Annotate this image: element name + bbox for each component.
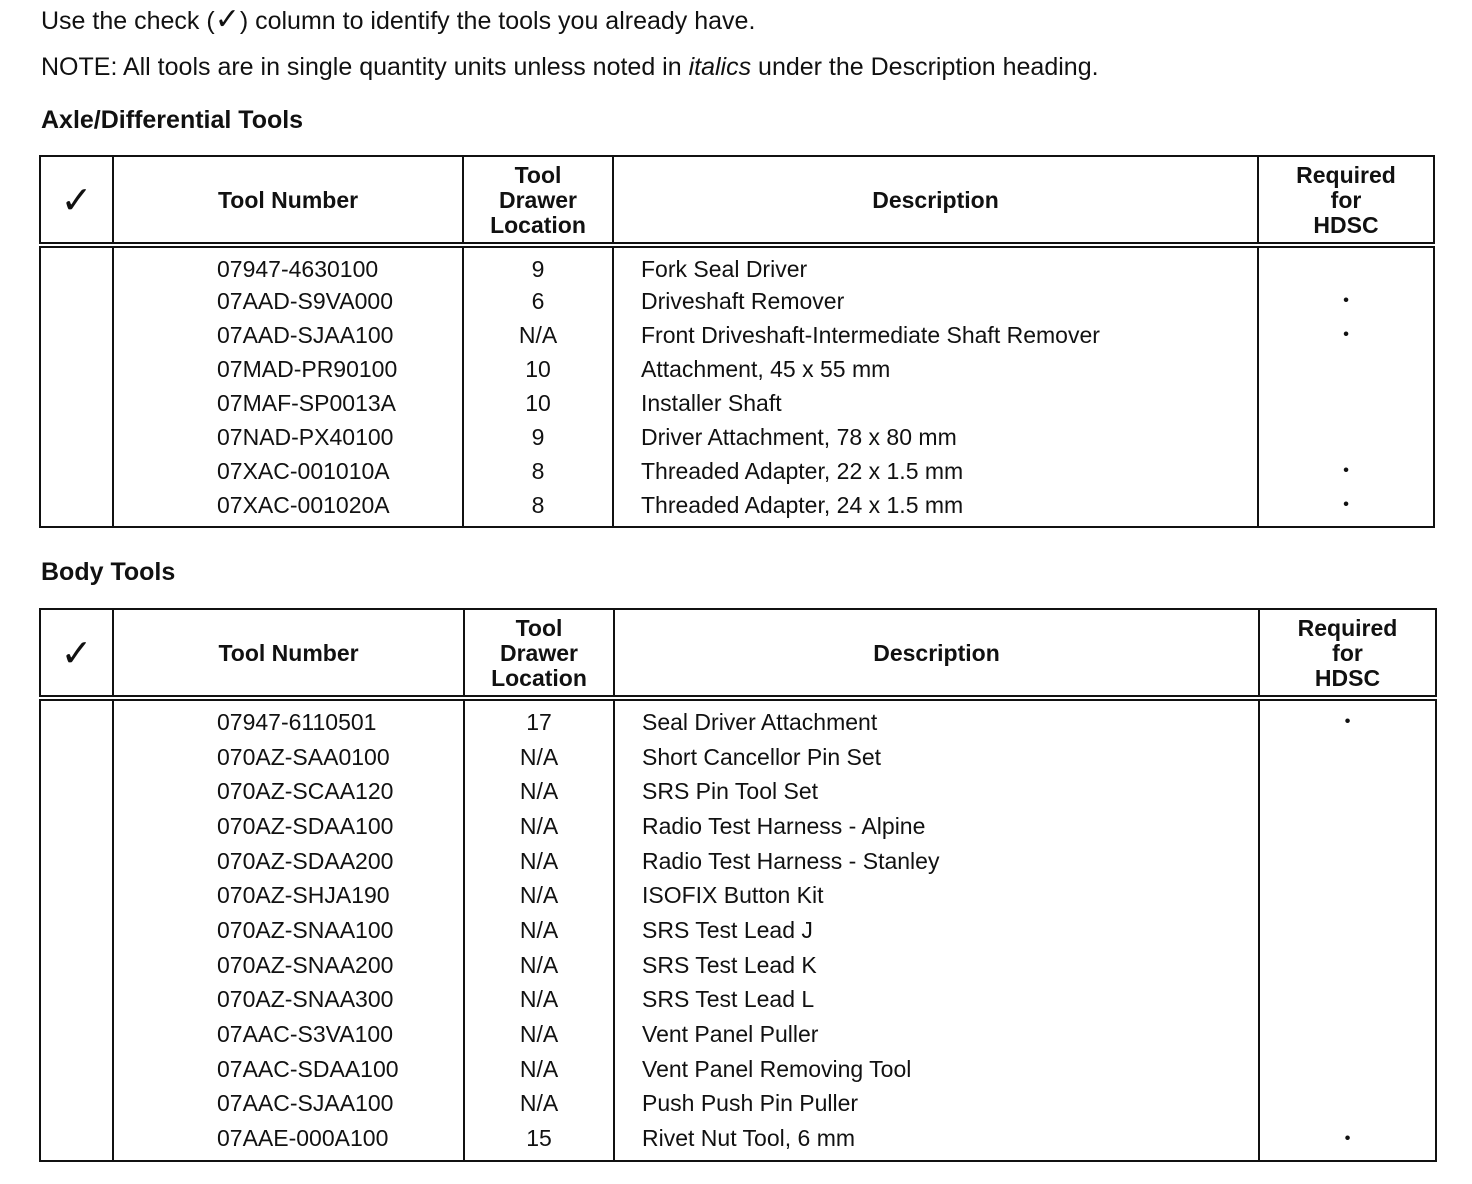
table-row — [40, 1052, 1436, 1087]
required-header-line3: HDSC — [1314, 665, 1381, 691]
table-row — [40, 420, 1434, 454]
location-cell: N/A — [464, 948, 614, 983]
check-cell[interactable] — [40, 774, 113, 809]
tool-number-cell: 070AZ-SDAA200 — [113, 844, 464, 879]
description-cell: SRS Pin Tool Set — [614, 774, 1259, 809]
check-cell[interactable] — [40, 809, 113, 844]
location-cell: 9 — [463, 420, 613, 454]
location-cell: N/A — [464, 809, 614, 844]
description-cell: Vent Panel Removing Tool — [614, 1052, 1259, 1087]
tool-number-cell: 070AZ-SCAA120 — [113, 774, 464, 809]
location-header-line1: Tool — [515, 615, 563, 641]
check-cell[interactable] — [40, 1087, 113, 1122]
location-cell: 6 — [463, 284, 613, 318]
required-header-line1: Required — [1296, 162, 1396, 188]
description-cell: Radio Test Harness - Alpine — [614, 809, 1259, 844]
description-cell: Push Push Pin Puller — [614, 1087, 1259, 1122]
table-row — [40, 454, 1434, 488]
tool-number-cell: 07XAC-001020A — [113, 488, 463, 527]
required-cell — [1258, 245, 1434, 284]
check-cell[interactable] — [40, 352, 113, 386]
description-cell: Vent Panel Puller — [614, 1017, 1259, 1052]
check-cell[interactable] — [40, 878, 113, 913]
location-cell: N/A — [464, 913, 614, 948]
check-mark-icon: ✓ — [214, 2, 240, 37]
location-cell: N/A — [464, 878, 614, 913]
table-row — [40, 878, 1436, 913]
check-cell[interactable] — [40, 318, 113, 352]
table-row — [40, 1087, 1436, 1122]
intro-check-before: Use the check ( — [41, 7, 215, 35]
table-row — [40, 698, 1436, 740]
required-cell: • — [1258, 284, 1434, 318]
tool-number-cell: 07AAD-S9VA000 — [113, 284, 463, 318]
check-cell[interactable] — [40, 488, 113, 527]
location-header — [464, 609, 614, 698]
tool-number-header: Tool Number — [113, 156, 463, 245]
body-tools-table — [39, 608, 1437, 1162]
table-row — [40, 948, 1436, 983]
table-row — [40, 983, 1436, 1018]
table-row — [40, 913, 1436, 948]
table-row — [40, 245, 1434, 284]
intro-note-before: NOTE: All tools are in single quantity units unless noted in — [41, 53, 689, 81]
tool-number-cell: 07AAD-SJAA100 — [113, 318, 463, 352]
required-header-line2: for — [1332, 640, 1363, 666]
check-cell[interactable] — [40, 420, 113, 454]
required-cell — [1258, 420, 1434, 454]
description-cell: Rivet Nut Tool, 6 mm — [614, 1121, 1259, 1161]
table-row — [40, 740, 1436, 775]
location-cell: 17 — [464, 698, 614, 740]
table-header-row — [40, 156, 1434, 245]
required-cell — [1259, 878, 1436, 913]
check-cell[interactable] — [40, 386, 113, 420]
check-cell[interactable] — [40, 948, 113, 983]
description-header: Description — [613, 156, 1258, 245]
description-header: Description — [614, 609, 1259, 698]
check-cell[interactable] — [40, 454, 113, 488]
location-cell: N/A — [464, 1087, 614, 1122]
tool-number-cell: 070AZ-SHJA190 — [113, 878, 464, 913]
table-row — [40, 352, 1434, 386]
description-cell: SRS Test Lead K — [614, 948, 1259, 983]
intro-note-italic: italics — [688, 53, 752, 81]
intro-note-line — [41, 52, 1099, 82]
description-cell: SRS Test Lead L — [614, 983, 1259, 1018]
required-cell — [1259, 1087, 1436, 1122]
description-cell: Attachment, 45 x 55 mm — [613, 352, 1258, 386]
required-header-line2: for — [1330, 187, 1362, 213]
table-row — [40, 809, 1436, 844]
tool-number-cell: 07XAC-001010A — [113, 454, 463, 488]
required-cell: • — [1259, 1121, 1436, 1161]
description-cell: Short Cancellor Pin Set — [614, 740, 1259, 775]
location-cell: N/A — [464, 1052, 614, 1087]
tool-number-cell: 070AZ-SNAA200 — [113, 948, 464, 983]
description-cell: ISOFIX Button Kit — [614, 878, 1259, 913]
location-header-line2: Drawer — [500, 640, 578, 666]
required-header-line3: HDSC — [1313, 212, 1379, 238]
tool-number-cell: 07AAC-SDAA100 — [113, 1052, 464, 1087]
tool-number-cell: 070AZ-SNAA100 — [113, 913, 464, 948]
description-cell: Seal Driver Attachment — [614, 698, 1259, 740]
required-cell — [1259, 740, 1436, 775]
required-cell: • — [1258, 318, 1434, 352]
table-row — [40, 1121, 1436, 1161]
required-cell — [1259, 913, 1436, 948]
axle-differential-tools-table — [39, 155, 1435, 528]
section-heading-axle: Axle/Differential Tools — [41, 106, 304, 134]
required-cell — [1258, 386, 1434, 420]
description-cell: Front Driveshaft-Intermediate Shaft Remover — [613, 318, 1258, 352]
required-cell — [1259, 948, 1436, 983]
check-mark-icon: ✓ — [60, 178, 93, 222]
required-header-line1: Required — [1297, 615, 1398, 641]
required-cell — [1259, 774, 1436, 809]
check-cell[interactable] — [40, 844, 113, 879]
location-header-line1: Tool — [514, 162, 562, 188]
check-cell[interactable] — [40, 245, 113, 284]
check-cell[interactable] — [40, 698, 113, 740]
tool-number-cell: 07MAD-PR90100 — [113, 352, 463, 386]
required-cell: • — [1259, 698, 1436, 740]
section-heading-body: Body Tools — [41, 558, 176, 586]
required-cell: • — [1258, 454, 1434, 488]
description-cell: Installer Shaft — [613, 386, 1258, 420]
required-cell — [1259, 983, 1436, 1018]
intro-check-after: ) column to identify the tools you already have. — [239, 7, 756, 35]
description-cell: Driver Attachment, 78 x 80 mm — [613, 420, 1258, 454]
location-cell: N/A — [464, 774, 614, 809]
required-header — [1259, 609, 1436, 698]
table-row — [40, 1017, 1436, 1052]
table-row — [40, 844, 1436, 879]
check-cell[interactable] — [40, 1121, 113, 1161]
table-header-row — [40, 609, 1436, 698]
table-row — [40, 284, 1434, 318]
table-row — [40, 318, 1434, 352]
tool-number-cell: 070AZ-SAA0100 — [113, 740, 464, 775]
table-row — [40, 488, 1434, 527]
intro-check-line — [41, 2, 756, 37]
required-cell — [1259, 1052, 1436, 1087]
required-header — [1258, 156, 1434, 245]
check-mark-icon: ✓ — [60, 631, 93, 675]
table-row — [40, 774, 1436, 809]
description-cell: Fork Seal Driver — [613, 245, 1258, 284]
description-cell: Threaded Adapter, 22 x 1.5 mm — [613, 454, 1258, 488]
tool-number-cell: 07NAD-PX40100 — [113, 420, 463, 454]
required-cell — [1259, 1017, 1436, 1052]
location-cell: 10 — [463, 352, 613, 386]
tool-number-cell: 07AAC-S3VA100 — [113, 1017, 464, 1052]
location-header-line3: Location — [490, 212, 586, 238]
location-cell: 15 — [464, 1121, 614, 1161]
location-header-line3: Location — [491, 665, 587, 691]
location-cell: 10 — [463, 386, 613, 420]
tool-number-cell: 07AAC-SJAA100 — [113, 1087, 464, 1122]
location-cell: N/A — [464, 983, 614, 1018]
tool-number-cell: 070AZ-SDAA100 — [113, 809, 464, 844]
check-column-header — [40, 609, 113, 698]
description-cell: Threaded Adapter, 24 x 1.5 mm — [613, 488, 1258, 527]
location-cell: N/A — [464, 740, 614, 775]
required-cell — [1258, 352, 1434, 386]
intro-note-after: under the Description heading. — [751, 53, 1099, 81]
location-cell: 9 — [463, 245, 613, 284]
check-cell[interactable] — [40, 740, 113, 775]
check-cell[interactable] — [40, 1017, 113, 1052]
required-cell — [1259, 809, 1436, 844]
description-cell: SRS Test Lead J — [614, 913, 1259, 948]
check-cell[interactable] — [40, 913, 113, 948]
tool-number-cell: 07AAE-000A100 — [113, 1121, 464, 1161]
tool-number-cell: 070AZ-SNAA300 — [113, 983, 464, 1018]
location-cell: 8 — [463, 454, 613, 488]
location-cell: N/A — [464, 1017, 614, 1052]
tool-number-cell: 07MAF-SP0013A — [113, 386, 463, 420]
check-cell[interactable] — [40, 284, 113, 318]
check-cell[interactable] — [40, 983, 113, 1018]
location-cell: N/A — [463, 318, 613, 352]
tool-number-cell: 07947-6110501 — [113, 698, 464, 740]
location-header-line2: Drawer — [499, 187, 577, 213]
check-column-header — [40, 156, 113, 245]
tool-number-cell: 07947-4630100 — [113, 245, 463, 284]
location-cell: 8 — [463, 488, 613, 527]
location-cell: N/A — [464, 844, 614, 879]
table-row — [40, 386, 1434, 420]
description-cell: Radio Test Harness - Stanley — [614, 844, 1259, 879]
required-cell: • — [1258, 488, 1434, 527]
check-cell[interactable] — [40, 1052, 113, 1087]
required-cell — [1259, 844, 1436, 879]
tool-number-header: Tool Number — [113, 609, 464, 698]
description-cell: Driveshaft Remover — [613, 284, 1258, 318]
location-header — [463, 156, 613, 245]
